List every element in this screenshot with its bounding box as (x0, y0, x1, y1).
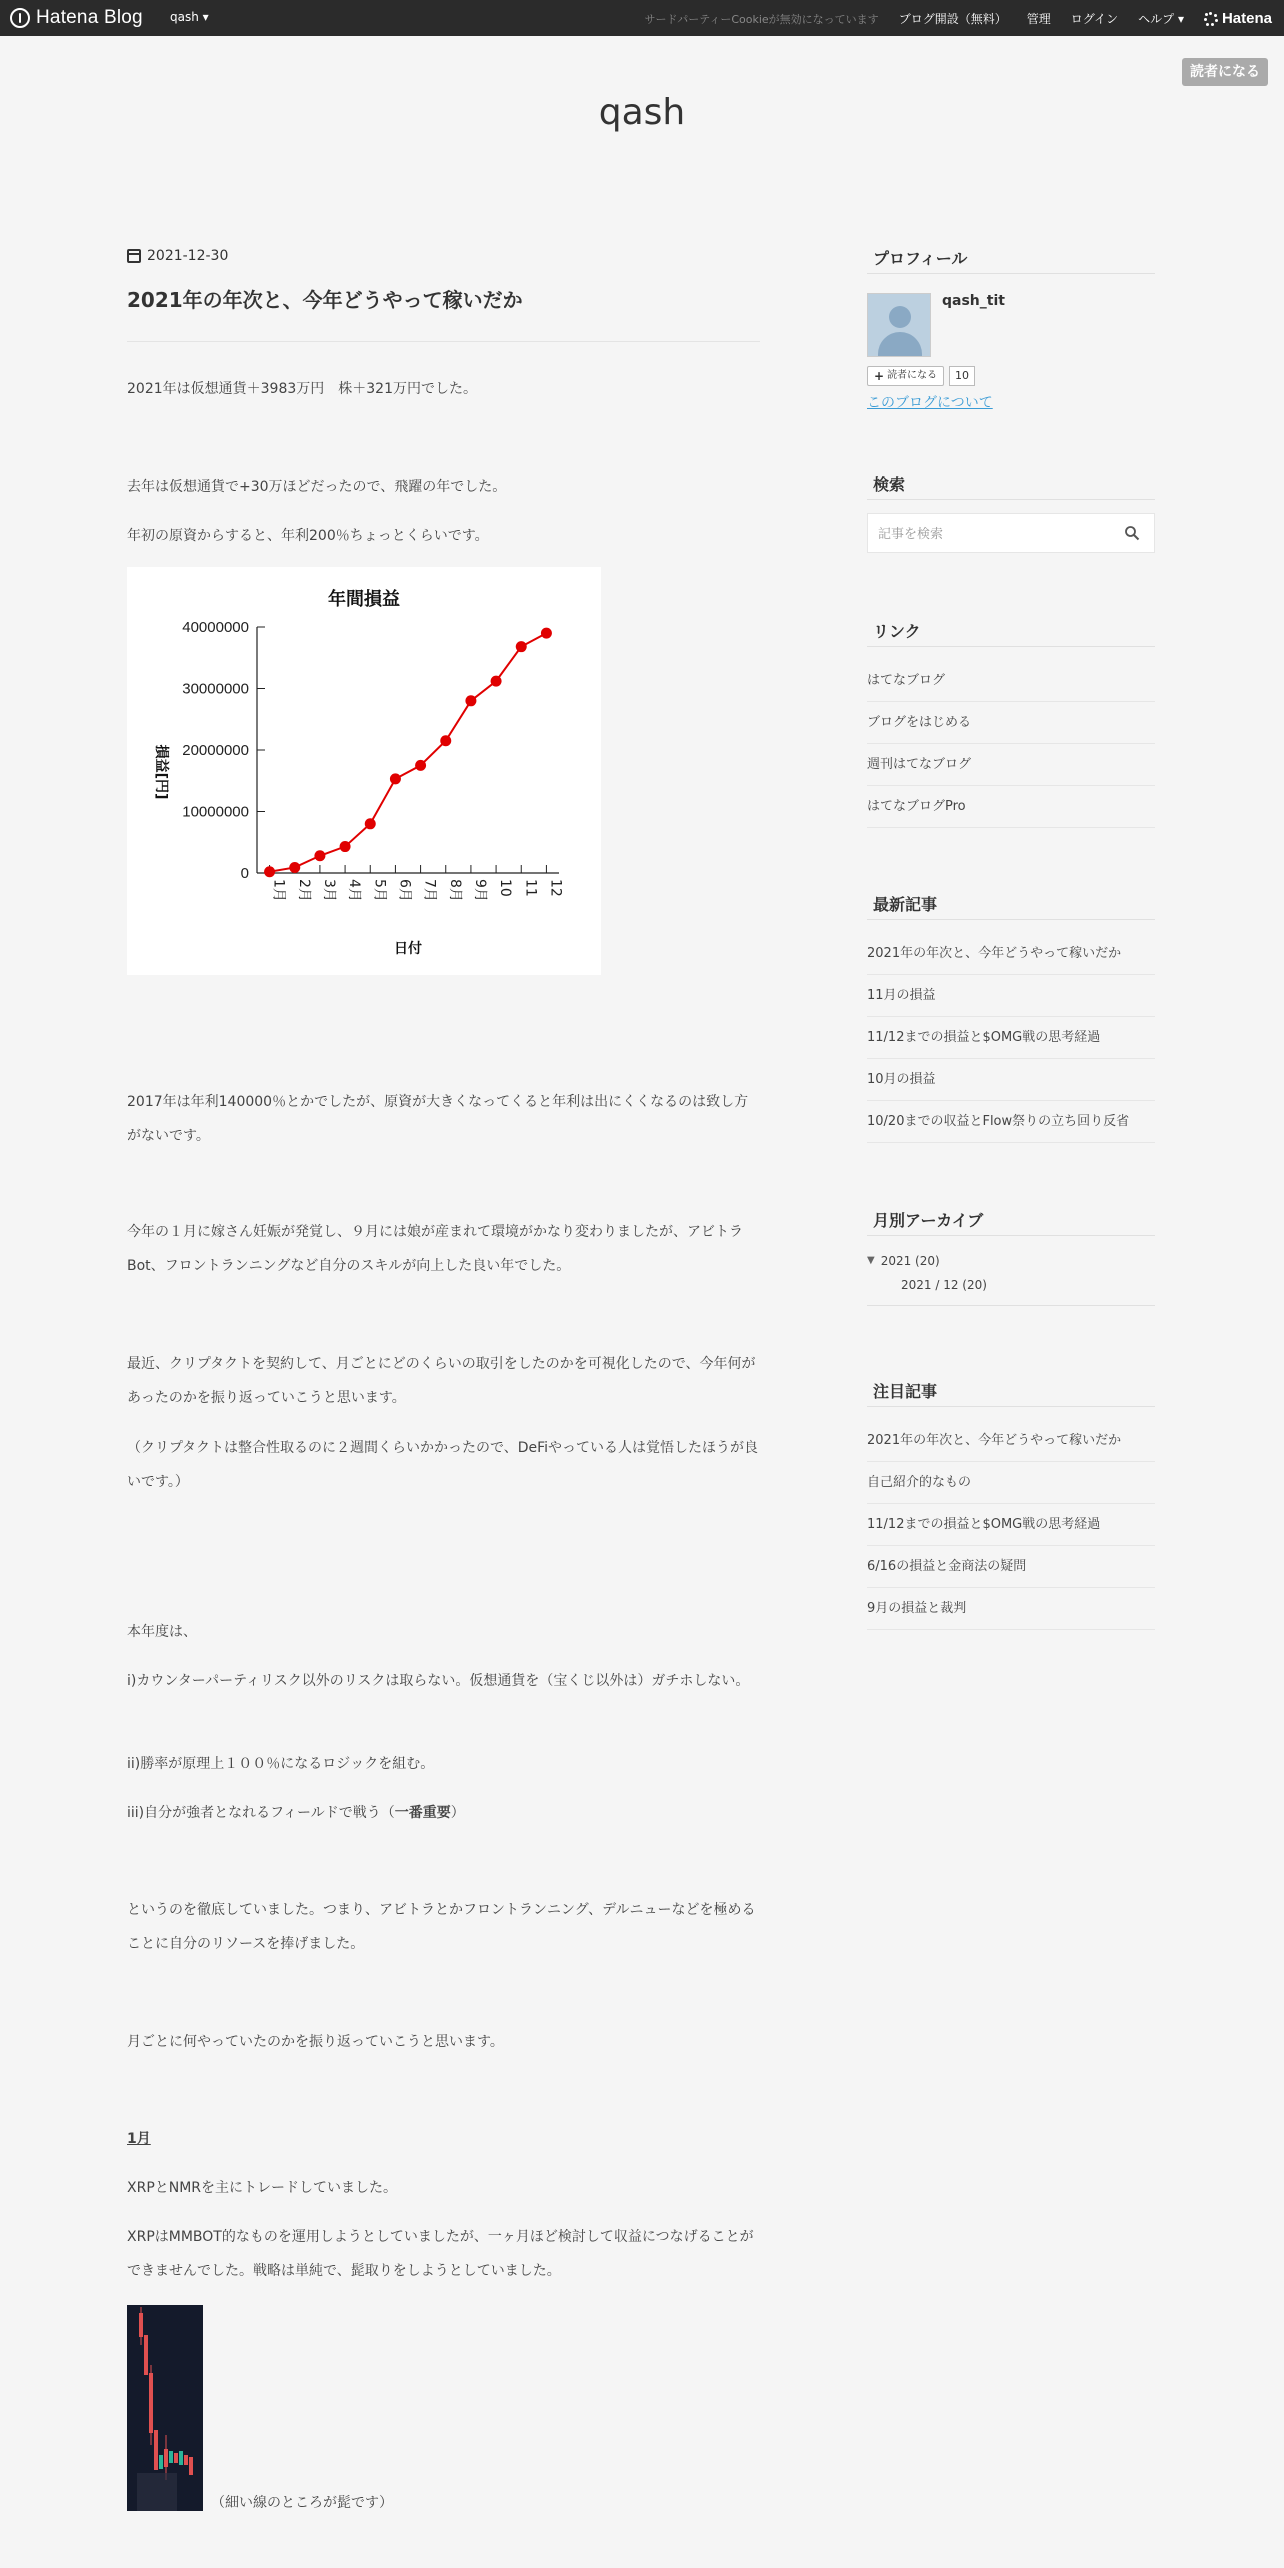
paragraph-text: iii)自分が強者となれるフィールドで戦う（ (127, 1805, 395, 1821)
search-heading: 検索 (873, 475, 906, 494)
paragraph: 2021年は仮想通貨＋3983万円 株＋321万円でした。 (127, 381, 477, 397)
link-item[interactable]: 週刊はてなブログ (867, 744, 1155, 786)
search-module (867, 471, 1155, 561)
y-tick-label: 10000000 (182, 803, 249, 821)
archive-month[interactable]: 2021 / 12 (20) (901, 1278, 987, 1292)
data-point (516, 641, 527, 652)
paragraph: 去年は仮想通貨で+30万ほどだったので、飛躍の年でした。 (127, 479, 507, 495)
paragraph: （クリプタクトは整合性取るのに２週間くらいかかったので、DeFiやっている人は覚悟したほうが良いです。） (127, 1440, 759, 1490)
data-point (314, 850, 325, 861)
data-point (465, 695, 476, 706)
paragraph: というのを徹底していました。つまり、アビトラとかフロントランニング、デルニューなどを極めることに自分のリソースを捧げました。 (127, 1902, 756, 1952)
triangle-down-icon[interactable]: ▼ (867, 1255, 875, 1266)
paragraph: i)カウンターパーティリスク以外のリスクは取らない。仮想通貨を（宝くじ以外は）ガチホしない。 (127, 1673, 750, 1689)
data-point (289, 862, 300, 873)
recent-entries-module (867, 891, 1155, 1129)
links-module (867, 618, 1155, 814)
x-tick-label: 12 (547, 879, 564, 897)
search-icon[interactable] (1124, 525, 1140, 541)
hatena-logo-text: Hatena (1221, 10, 1272, 27)
featured-heading: 注目記事 (873, 1382, 938, 1401)
data-point (340, 841, 351, 852)
admin-link[interactable]: 管理 (1026, 12, 1051, 26)
data-point (264, 866, 275, 877)
link-item[interactable]: はてなブログ (867, 660, 1155, 702)
x-tick-label: 3月 (320, 879, 337, 902)
divider (867, 1305, 1155, 1306)
paragraph-important (127, 1796, 760, 1830)
divider (867, 1406, 1155, 1407)
data-point (415, 760, 426, 771)
chart-title: 年間損益 (328, 589, 400, 610)
divider (867, 1235, 1155, 1236)
x-tick-label: 9月 (471, 879, 488, 902)
profile-module (867, 245, 1155, 415)
entry-date-text: 2021-12-30 (147, 248, 229, 264)
x-tick-label: 6月 (396, 879, 413, 902)
series-line (270, 633, 547, 872)
archive-heading: 月別アーカイブ (873, 1211, 984, 1230)
paragraph: 年初の原資からすると、年利200％ちょっとくらいです。 (127, 528, 489, 544)
archive-year[interactable] (867, 1249, 1155, 1273)
link-item[interactable]: はてなブログPro (867, 786, 1155, 828)
brand-text: Hatena Blog (36, 7, 143, 28)
global-header (0, 0, 1284, 36)
bold-important: 一番重要 (394, 1805, 451, 1821)
open-blog-link[interactable]: ブログ開設（無料） (898, 12, 1007, 26)
links-list (867, 660, 1155, 828)
calendar-icon (127, 249, 141, 263)
data-point (365, 818, 376, 829)
candlestick-chart-image[interactable] (127, 2305, 203, 2511)
avatar-head-shape (889, 306, 911, 328)
archive-year-label: 2021 (20) (880, 1254, 940, 1268)
recent-entry-link[interactable]: 11月の損益 (867, 975, 1155, 1017)
recent-entry-link[interactable]: 10/20までの収益とFlow祭りの立ち回り反省 (867, 1101, 1155, 1143)
featured-entry-link[interactable]: 11/12までの損益と$OMG戦の思考経過 (867, 1504, 1155, 1546)
hatena-logo[interactable] (1204, 10, 1272, 27)
article (127, 245, 760, 2511)
x-tick-label: 7月 (421, 879, 438, 902)
avatar[interactable] (867, 293, 931, 357)
data-point (541, 628, 552, 639)
featured-module (867, 1378, 1155, 1616)
entry-title[interactable]: 2021年の年次と、今年どうやって稼いだか (127, 288, 523, 312)
archive-module (867, 1207, 1155, 1292)
blog-title[interactable]: qash (598, 92, 686, 133)
annual-pnl-chart (127, 567, 601, 975)
help-menu[interactable]: ヘルプ ▾ (1138, 12, 1184, 26)
paragraph: ii)勝率が原理上１００％になるロジックを組む。 (127, 1756, 435, 1772)
data-point (440, 735, 451, 746)
paragraph: 2017年は年利140000％とかでしたが、原資が大きくなってくると年利は出にくくなるのは致し方がないです。 (127, 1094, 749, 1144)
link-item[interactable]: ブログをはじめる (867, 702, 1155, 744)
cookie-notice: サードパーティーCookieが無効になっています (644, 12, 879, 26)
paragraph: 月ごとに何やっていたのかを振り返っていこうと思います。 (127, 2034, 504, 2050)
recent-entry-link[interactable]: 11/12までの損益と$OMG戦の思考経過 (867, 1017, 1155, 1059)
login-link[interactable]: ログイン (1070, 12, 1119, 26)
recent-entry-link[interactable]: 2021年の年次と、今年どうやって稼いだか (867, 933, 1155, 975)
x-axis-label: 日付 (394, 941, 422, 957)
search-box (867, 513, 1155, 553)
links-heading: リンク (873, 622, 921, 641)
paragraph: XRPはMMBOT的なものを運用しようとしていましたが、一ヶ月ほど検討して収益につなげることができませんでした。戦略は単純で、髭取りをしようとしていました。 (127, 2229, 754, 2279)
recent-heading: 最新記事 (873, 895, 938, 914)
entry-date[interactable] (127, 245, 760, 267)
title-divider (127, 341, 760, 342)
hatena-blog-logo-icon (10, 8, 30, 28)
subscribe-reader-button[interactable] (867, 366, 944, 386)
data-point (491, 676, 502, 687)
paragraph: XRPとNMRを主にトレードしていました。 (127, 2180, 398, 2196)
candlestick-graphic (127, 2305, 203, 2511)
recent-entry-link[interactable]: 10月の損益 (867, 1059, 1155, 1101)
subscribe-button[interactable]: 読者になる (1182, 58, 1268, 86)
featured-entry-link[interactable]: 2021年の年次と、今年どうやって稼いだか (867, 1420, 1155, 1462)
profile-name[interactable]: qash_tit (942, 293, 1005, 309)
y-axis-label: 損益[円] (153, 744, 169, 800)
avatar-body-shape (878, 332, 922, 357)
x-tick-label: 8月 (446, 879, 463, 902)
reader-count[interactable]: 10 (949, 366, 975, 386)
blog-switcher[interactable]: qash ▾ (170, 10, 209, 24)
y-tick-label: 0 (240, 865, 249, 882)
archive-list (867, 1249, 1155, 1297)
x-tick-label: 1月 (270, 879, 287, 902)
featured-entry-link[interactable]: 自己紹介的なもの (867, 1462, 1155, 1504)
chart-svg (127, 567, 601, 975)
profile-heading: プロフィール (873, 249, 968, 268)
divider (867, 499, 1155, 500)
hatena-dots-icon (1204, 12, 1218, 26)
y-tick-label: 40000000 (182, 619, 249, 636)
x-tick-label: 5月 (371, 879, 388, 902)
recent-list (867, 933, 1155, 1143)
search-input[interactable] (878, 524, 1108, 544)
divider (867, 273, 1155, 274)
section-heading-jan: 1月 (127, 2131, 151, 2147)
featured-entry-link[interactable]: 9月の損益と裁判 (867, 1588, 1155, 1630)
paragraph: 最近、クリプタクトを契約して、月ごとにどのくらいの取引をしたのかを可視化したので、今年何があったのかを振り返っていこうと思います。 (127, 1356, 756, 1406)
data-point (390, 773, 401, 784)
reader-button-label: 読者になる (887, 370, 938, 381)
x-tick-label: 2月 (295, 879, 312, 902)
hatena-blog-logo[interactable] (10, 7, 143, 29)
x-tick-label: 10 (497, 879, 514, 897)
featured-list (867, 1420, 1155, 1630)
x-tick-label: 4月 (346, 879, 363, 902)
paragraph: 今年の１月に嫁さん妊娠が発覚し、９月には娘が産まれて環境がかなり変わりましたが、アビトラBot、フロントランニングなど自分のスキルが向上した良い年でした。 (127, 1224, 743, 1274)
paragraph: 本年度は、 (127, 1624, 197, 1640)
featured-entry-link[interactable]: 6/16の損益と金商法の疑問 (867, 1546, 1155, 1588)
divider (867, 646, 1155, 647)
x-tick-label: 11 (522, 879, 539, 897)
divider (867, 919, 1155, 920)
image-caption: （細い線のところが髭です） (211, 2495, 393, 2511)
y-tick-label: 30000000 (182, 680, 249, 698)
header-links (644, 10, 1272, 27)
plus-icon: + (874, 369, 885, 383)
close-paren: ） (450, 1805, 465, 1821)
about-blog-link[interactable]: このブログについて (867, 395, 993, 411)
y-tick-label: 20000000 (182, 742, 249, 759)
